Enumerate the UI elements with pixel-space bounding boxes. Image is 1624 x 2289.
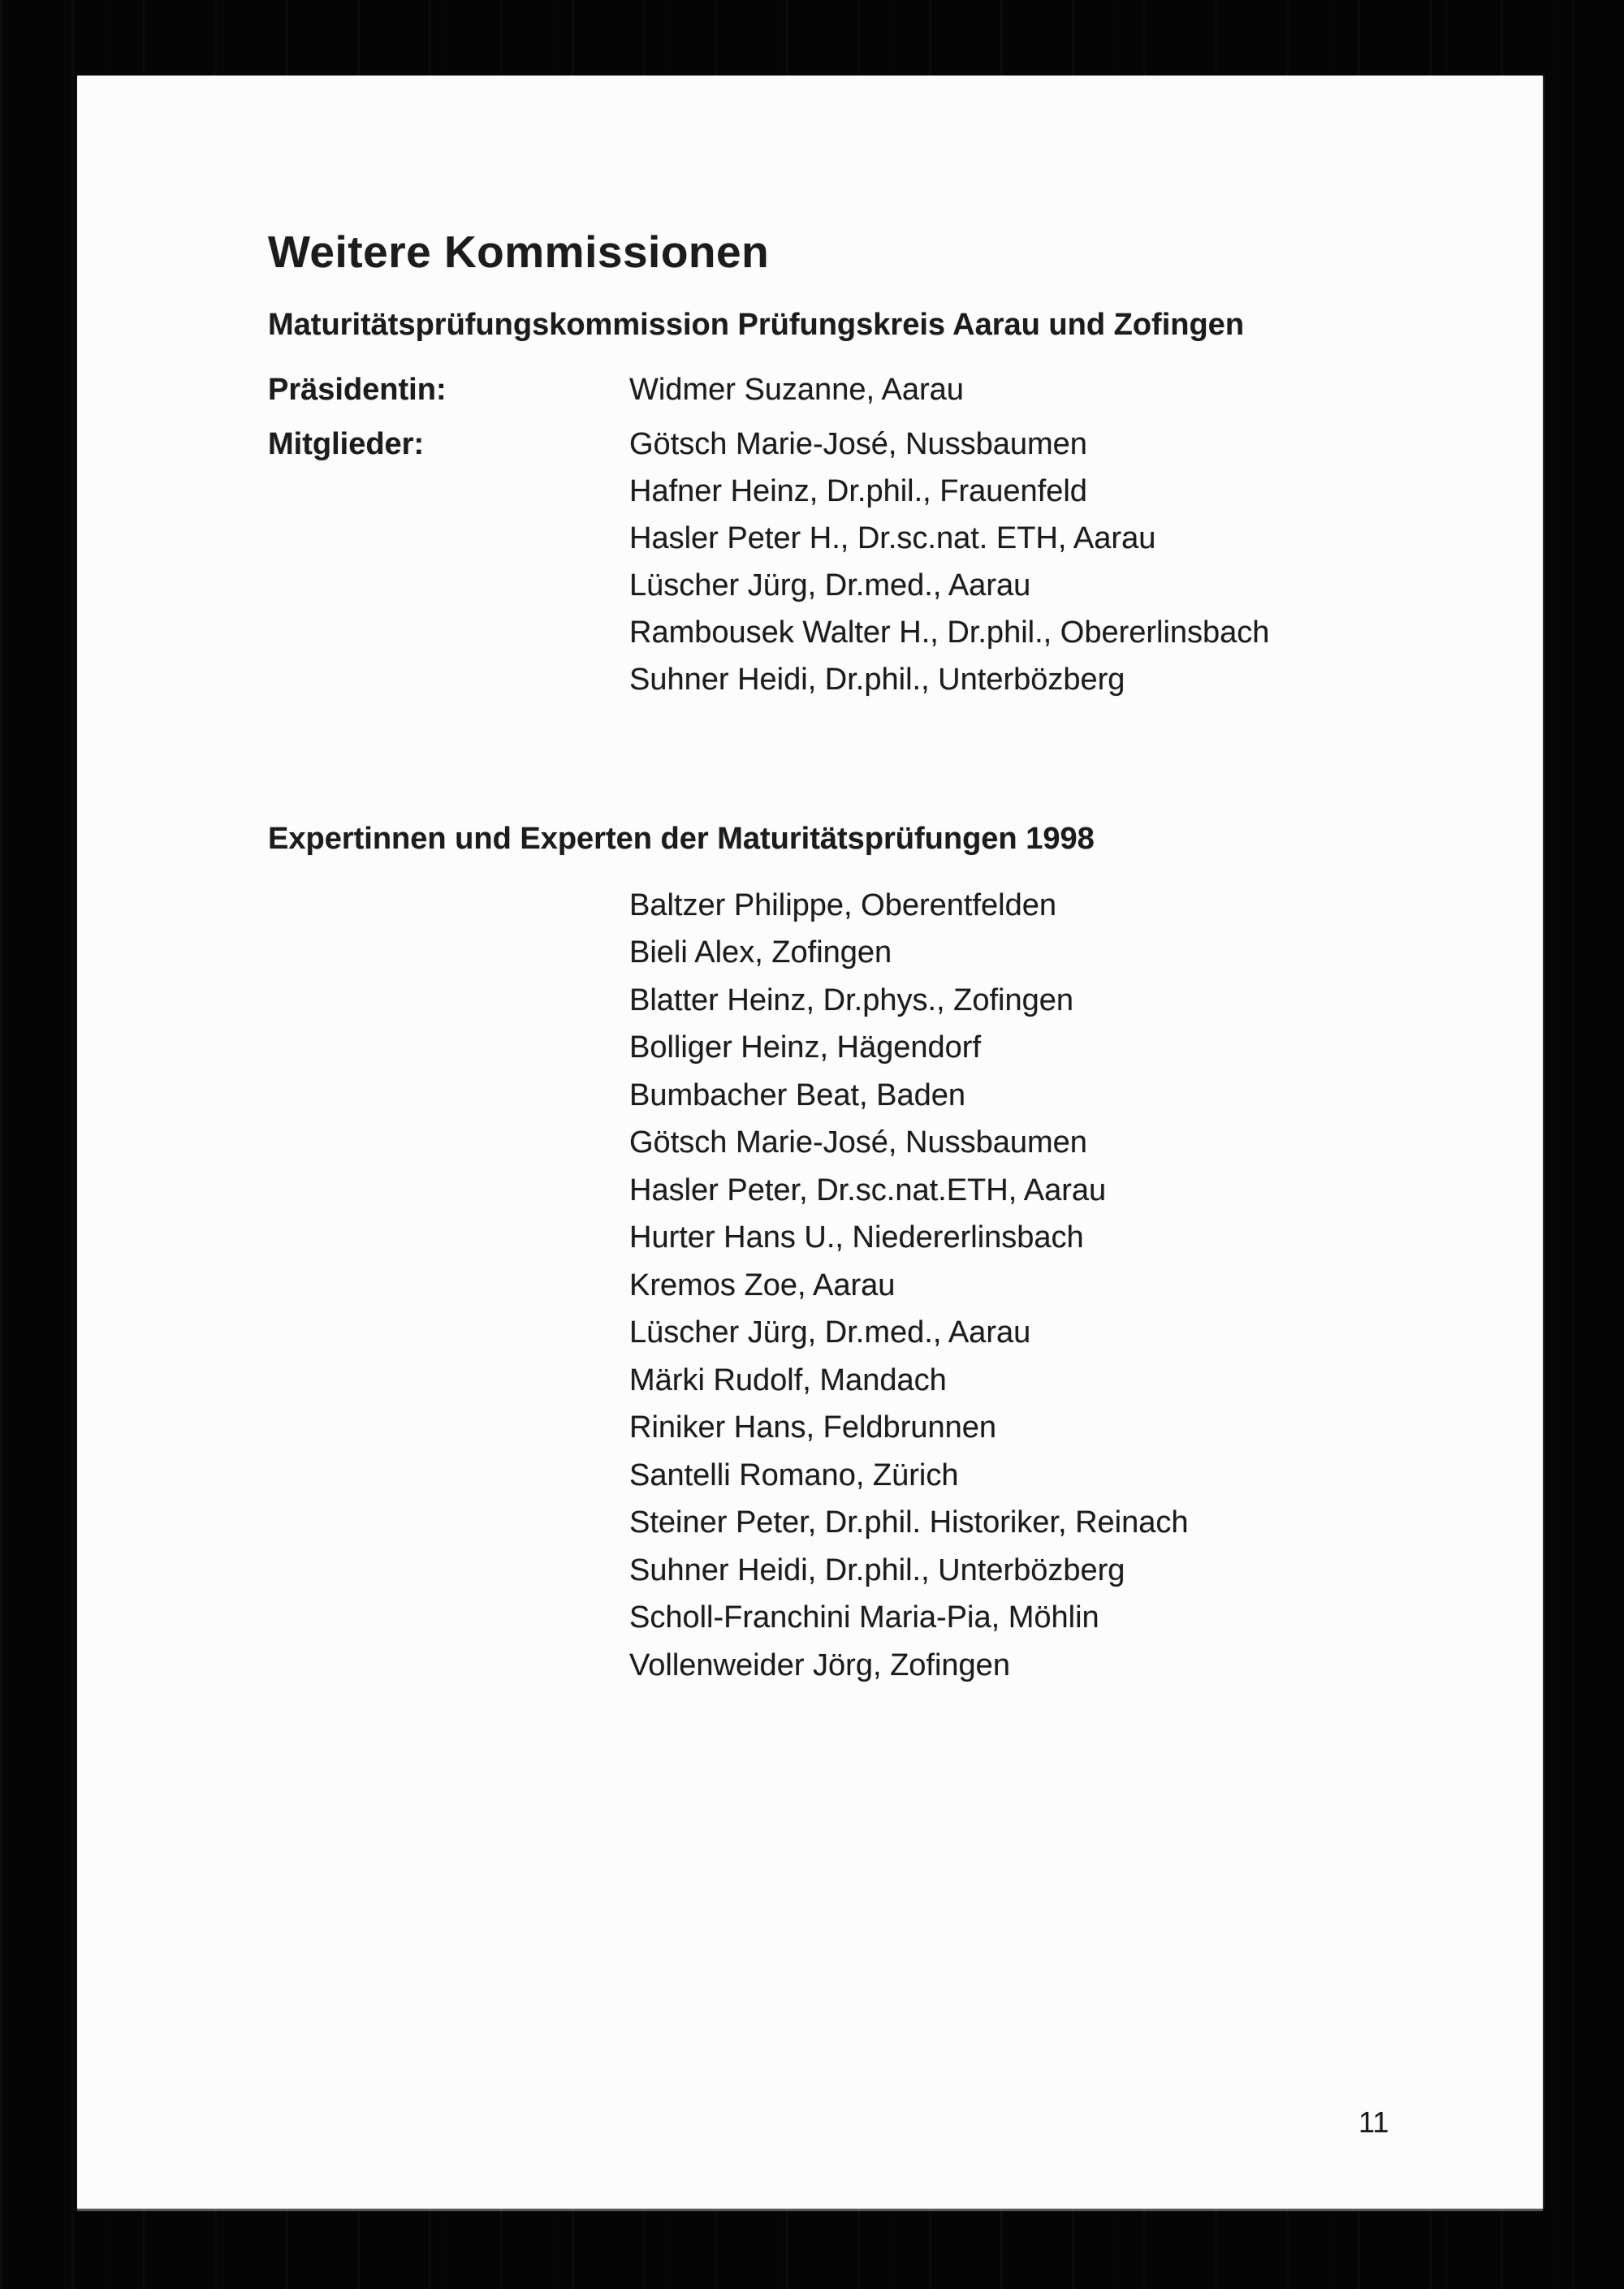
member-name: Rambousek Walter H., Dr.phil., Obererlinsbach [629, 615, 1270, 650]
expert-name: Märki Rudolf, Mandach [629, 1363, 947, 1397]
expert-name: Bolliger Heinz, Hägendorf [629, 1030, 982, 1065]
expert-name: Suhner Heidi, Dr.phil., Unterbözberg [629, 1553, 1125, 1587]
expert-name: Blatter Heinz, Dr.phys., Zofingen [629, 983, 1074, 1017]
expert-name: Kremos Zoe, Aarau [629, 1268, 896, 1302]
expert-name: Santelli Romano, Zürich [629, 1458, 959, 1492]
page-title: Weitere Kommissionen [268, 227, 770, 277]
expert-name: Lüscher Jürg, Dr.med., Aarau [629, 1315, 1031, 1350]
expert-name: Baltzer Philippe, Oberentfelden [629, 888, 1056, 922]
expert-name: Steiner Peter, Dr.phil. Historiker, Reinach [629, 1505, 1189, 1540]
document-page [77, 76, 1543, 2209]
member-name: Götsch Marie-José, Nussbaumen [629, 427, 1087, 461]
member-name: Lüscher Jürg, Dr.med., Aarau [629, 568, 1031, 602]
president-label: Präsidentin: [268, 373, 447, 407]
commission-heading: Maturitätsprüfungskommission Prüfungskreis Aarau und Zofingen [268, 308, 1245, 342]
member-name: Hafner Heinz, Dr.phil., Frauenfeld [629, 474, 1087, 508]
expert-name: Bumbacher Beat, Baden [629, 1078, 966, 1112]
members-label: Mitglieder: [268, 427, 425, 461]
experts-heading: Expertinnen und Experten der Maturitätsprüfungen 1998 [268, 822, 1095, 856]
expert-name: Riniker Hans, Feldbrunnen [629, 1410, 997, 1445]
expert-name: Scholl-Franchini Maria-Pia, Möhlin [629, 1600, 1099, 1635]
expert-name: Bieli Alex, Zofingen [629, 935, 892, 970]
president-name: Widmer Suzanne, Aarau [629, 373, 964, 407]
member-name: Hasler Peter H., Dr.sc.nat. ETH, Aarau [629, 521, 1156, 555]
expert-name: Vollenweider Jörg, Zofingen [629, 1648, 1010, 1682]
expert-name: Hasler Peter, Dr.sc.nat.ETH, Aarau [629, 1173, 1107, 1207]
expert-name: Hurter Hans U., Niedererlinsbach [629, 1220, 1084, 1255]
page-number: 11 [1358, 2105, 1389, 2139]
expert-name: Götsch Marie-José, Nussbaumen [629, 1125, 1087, 1160]
member-name: Suhner Heidi, Dr.phil., Unterbözberg [629, 663, 1125, 697]
